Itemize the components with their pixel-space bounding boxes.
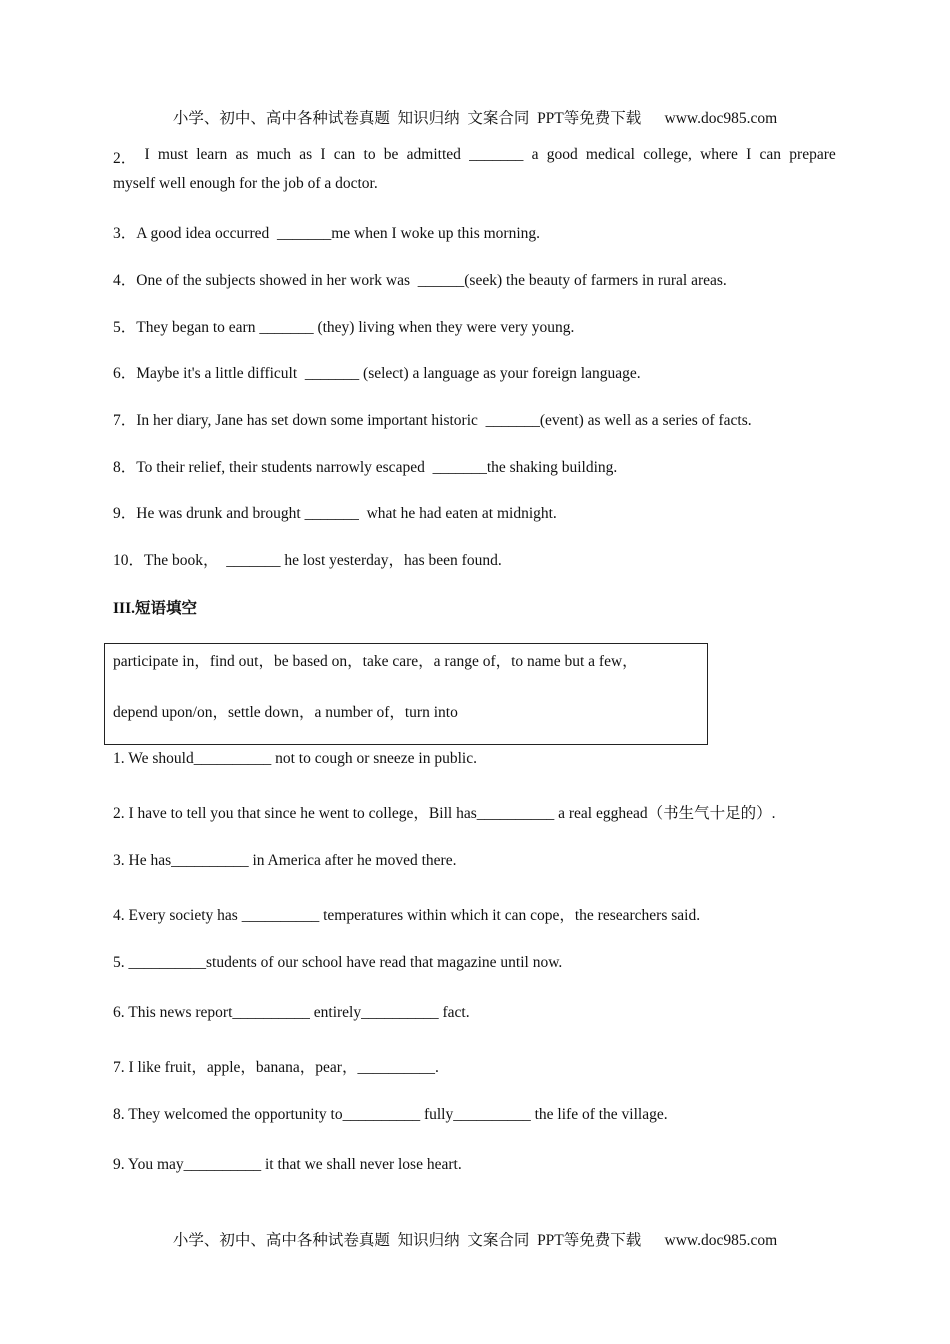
phrase-question-5: 5. __________students of our school have read that magazine until now. — [113, 954, 563, 971]
phrase-question-7: 7. I like fruit，apple，banana，pear，__________. — [113, 1059, 439, 1076]
question-5: 5．They began to earn _______ (they) living when they were very young. — [113, 319, 575, 336]
phrase-question-2: 2. I have to tell you that since he went to college，Bill has__________ a real egghead（书生气十足的）. — [113, 805, 776, 822]
question-2-line-1: 2． I must learn as much as I can to be admitted _______ a good medical college, where I can prepare — [113, 146, 836, 167]
phrase-question-3: 3. He has__________ in America after he moved there. — [113, 852, 457, 869]
phrase-question-6: 6. This news report__________ entirely__________ fact. — [113, 1004, 470, 1021]
phrase-question-1: 1. We should__________ not to cough or sneeze in public. — [113, 750, 477, 767]
question-10: 10．The book， _______ he lost yesterday，has been found. — [113, 552, 502, 569]
phrase-box-line-2: depend upon/on，settle down，a number of，turn into — [113, 704, 458, 721]
question-7: 7．In her diary, Jane has set down some important historic _______(event) as well as a series of facts. — [113, 412, 752, 429]
question-9: 9．He was drunk and brought _______ what he had eaten at midnight. — [113, 505, 557, 522]
question-6: 6．Maybe it's a little difficult _______ (select) a language as your foreign language. — [113, 365, 641, 382]
phrase-question-4: 4. Every society has __________ temperatures within which it can cope，the researchers said. — [113, 907, 701, 924]
question-8: 8．To their relief, their students narrowly escaped _______the shaking building. — [113, 459, 618, 476]
question-3: 3．A good idea occurred _______me when I woke up this morning. — [113, 225, 541, 242]
question-2-line-2: myself well enough for the job of a doctor. — [113, 175, 378, 192]
section-title: III.短语填空 — [113, 600, 197, 617]
page-header: 小学、初中、高中各种试卷真题 知识归纳 文案合同 PPT等免费下载 www.doc985.com — [172, 110, 778, 127]
phrase-question-9: 9. You may__________ it that we shall never lose heart. — [113, 1156, 462, 1173]
phrase-question-8: 8. They welcomed the opportunity to__________ fully__________ the life of the village. — [113, 1106, 668, 1123]
phrase-box-line-1: participate in，find out，be based on，take care，a range of，to name but a few， — [113, 653, 638, 670]
question-4: 4．One of the subjects showed in her work was ______(seek) the beauty of farmers in rural areas. — [113, 272, 727, 289]
phrase-box — [104, 643, 708, 745]
page-footer: 小学、初中、高中各种试卷真题 知识归纳 文案合同 PPT等免费下载 www.doc985.com — [172, 1232, 778, 1249]
